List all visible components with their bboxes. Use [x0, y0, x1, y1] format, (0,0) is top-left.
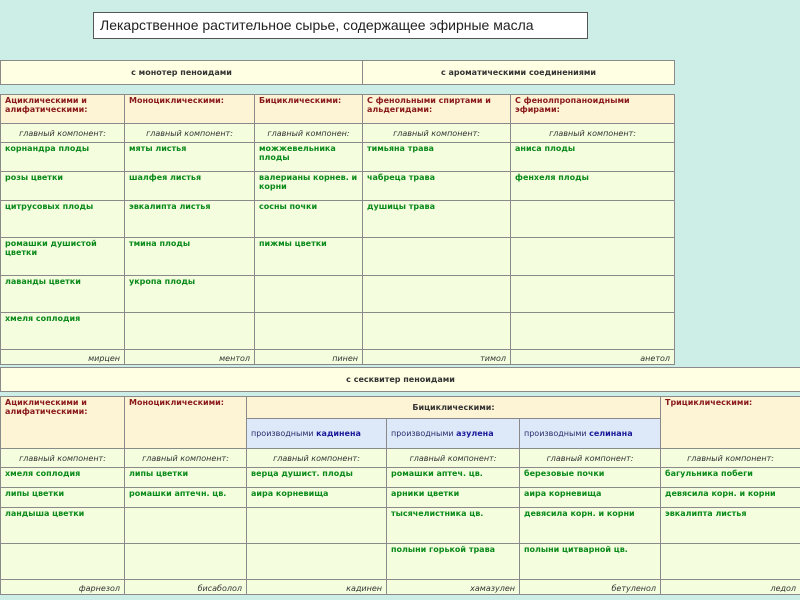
table-cell: ландыша цветки [1, 508, 125, 544]
table-cell: аниса плоды [511, 143, 675, 172]
table-cell [363, 276, 511, 313]
table-cell: липы цветки [125, 468, 247, 488]
table-cell [511, 276, 675, 313]
table-cell: тмина плоды [125, 238, 255, 276]
table-cell: валерианы корнев. и корни [255, 172, 363, 201]
table-cell: ромашки аптеч. цв. [387, 468, 520, 488]
main-component-label: главный компонент: [387, 449, 520, 468]
table-cell: арники цветки [387, 488, 520, 508]
table-cell: розы цветки [1, 172, 125, 201]
category-acyclic: Ациклическими и алифатическими: [1, 95, 125, 124]
category-bicyclic: Бициклическими: [255, 95, 363, 124]
table-row [1, 238, 675, 276]
table-cell [511, 201, 675, 238]
group-aromatic: с ароматическими соединениями [363, 61, 675, 85]
page-title: Лекарственное растительное сырье, содержащее эфирные масла [93, 12, 588, 39]
table-cell: аира корневища [520, 488, 661, 508]
main-component-label: главный компонент: [125, 449, 247, 468]
table-cell: можжевельника плоды [255, 143, 363, 172]
category-monocyclic: Моноциклическими: [125, 95, 255, 124]
bottom-table [0, 367, 800, 595]
main-component-label: главный компонент: [520, 449, 661, 468]
subcategory-cadinene: производными кадинена [247, 419, 387, 449]
group-monoterpenoids: с монотер пеноидами [1, 61, 363, 85]
table-cell [125, 508, 247, 544]
table-cell [511, 238, 675, 276]
table-cell [247, 508, 387, 544]
component-name: хамазулен [387, 580, 520, 595]
table-cell: чабреца трава [363, 172, 511, 201]
table-cell: полыни горькой трава [387, 544, 520, 580]
component-name: ледол [661, 580, 800, 595]
table-cell: хмеля соплодия [1, 468, 125, 488]
table-cell [511, 313, 675, 350]
table-cell: укропа плоды [125, 276, 255, 313]
table-cell: березовые почки [520, 468, 661, 488]
table-row [1, 172, 675, 201]
table-cell: пижмы цветки [255, 238, 363, 276]
main-component-label: главный компонент: [1, 449, 125, 468]
component-name: анетол [511, 350, 675, 365]
component-name: бисаболол [125, 580, 247, 595]
table-cell: эвкалипта листья [125, 201, 255, 238]
main-component-label: главный компонент: [363, 124, 511, 143]
table-cell: ромашки аптечн. цв. [125, 488, 247, 508]
table-row [1, 143, 675, 172]
table-cell: девясила корн. и корни [661, 488, 800, 508]
main-component-label: главный компонент: [511, 124, 675, 143]
main-component-label: главный компонент: [247, 449, 387, 468]
table-cell: мяты листья [125, 143, 255, 172]
component-name: тимол [363, 350, 511, 365]
table-cell: хмеля соплодия [1, 313, 125, 350]
table-cell [363, 238, 511, 276]
table-cell [255, 313, 363, 350]
component-name: пинен [255, 350, 363, 365]
main-component-label: главный компонент: [125, 124, 255, 143]
table-cell: эвкалипта листья [661, 508, 800, 544]
table-cell: фенхеля плоды [511, 172, 675, 201]
table-cell: ромашки душистой цветки [1, 238, 125, 276]
table-cell: аира корневища [247, 488, 387, 508]
table-cell: корнандра плоды [1, 143, 125, 172]
component-name: бетуленол [520, 580, 661, 595]
table-row [1, 508, 800, 544]
component-name: ментол [125, 350, 255, 365]
table-cell: тимьяна трава [363, 143, 511, 172]
table-row [1, 201, 675, 238]
table-cell [363, 313, 511, 350]
main-component-label: главный компонен: [255, 124, 363, 143]
table-row [1, 544, 800, 580]
table-cell: полыни цитварной цв. [520, 544, 661, 580]
category-phenylpropanoid: С фенолпропаноидными эфирами: [511, 95, 675, 124]
table-cell [255, 276, 363, 313]
component-name: кадинен [247, 580, 387, 595]
table-row [1, 488, 800, 508]
category-bicyclic: Бициклическими: [247, 397, 661, 419]
table-row [1, 468, 800, 488]
table-cell [661, 544, 800, 580]
table-cell [125, 544, 247, 580]
category-acyclic: Ациклическими и алифатическими: [1, 397, 125, 449]
main-component-label: главный компонент: [1, 124, 125, 143]
table-cell: липы цветки [1, 488, 125, 508]
subcategory-azulene: производными азулена [387, 419, 520, 449]
table-cell: лаванды цветки [1, 276, 125, 313]
table-cell: душицы трава [363, 201, 511, 238]
table-cell: цитрусовых плоды [1, 201, 125, 238]
table-cell: верца душист. плоды [247, 468, 387, 488]
table-cell [247, 544, 387, 580]
top-table [0, 60, 675, 365]
subcategory-selinane: производными селинана [520, 419, 661, 449]
table-cell: шалфея листья [125, 172, 255, 201]
group-sesquiterpenoids: с сесквитер пеноидами [1, 368, 800, 392]
table-cell [125, 313, 255, 350]
table-row [1, 313, 675, 350]
category-monocyclic: Моноциклическими: [125, 397, 247, 449]
table-cell: тысячелистника цв. [387, 508, 520, 544]
main-component-label: главный компонент: [661, 449, 800, 468]
table-row [1, 276, 675, 313]
table-cell: багульника побеги [661, 468, 800, 488]
table-cell: сосны почки [255, 201, 363, 238]
category-phenolic: С фенольными спиртами и альдегидами: [363, 95, 511, 124]
component-name: фарнезол [1, 580, 125, 595]
table-cell: девясила корн. и корни [520, 508, 661, 544]
table-cell [1, 544, 125, 580]
category-tricyclic: Трициклическими: [661, 397, 800, 449]
component-name: мирцен [1, 350, 125, 365]
